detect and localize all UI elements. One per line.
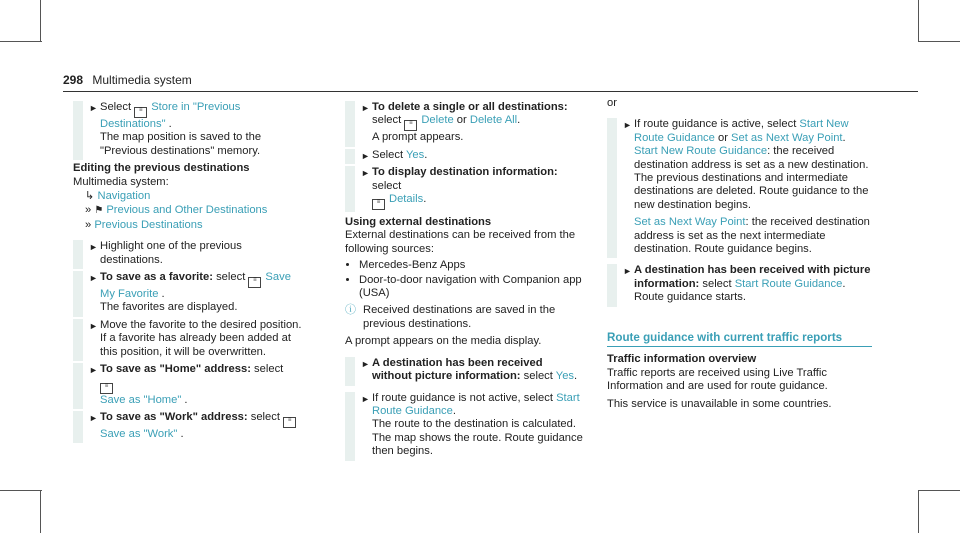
crop-mark (918, 0, 919, 42)
text: To save as "Home" address: (100, 363, 251, 376)
menu-link[interactable]: Save as "Home" (100, 393, 182, 406)
step-bar (345, 357, 355, 386)
source-list (345, 259, 585, 300)
step-arrow-icon: ► (89, 412, 98, 423)
text: Select (100, 101, 135, 113)
text: . (574, 370, 578, 383)
traffic-text: Traffic reports are received using Live Traffic Information and are used for route guidance. (607, 366, 828, 392)
menu-icon: ≡ (100, 383, 113, 394)
text: . (842, 277, 846, 290)
menu-link[interactable]: Delete All (469, 114, 518, 127)
text: select (250, 363, 284, 376)
menu-link[interactable]: Start New Route Guidance (634, 118, 849, 144)
menu-link[interactable]: Store in "Previous Destinations" (100, 101, 241, 130)
text: : the received destination address is set as a new destination. The previous destinations and intermediate destinations are deleted. Route guidance to the new destination begins. (634, 145, 869, 211)
step-bar (345, 149, 355, 164)
step-select-yes (345, 149, 585, 162)
service-text: This service is unavailable in some countries. (607, 398, 832, 411)
editing-system: Multimedia system: (73, 175, 169, 188)
text: . (452, 404, 456, 417)
step-text (634, 118, 872, 212)
step-bar (73, 101, 83, 160)
step-arrow-icon: ► (89, 242, 98, 253)
external-heading: Using external destinations (345, 216, 492, 229)
step-text (634, 216, 872, 256)
step-bar (73, 271, 83, 317)
step-arrow-icon: ► (623, 266, 632, 277)
step-move-favorite (73, 319, 303, 359)
text: A destination has been received without picture information: (372, 356, 543, 383)
step-text (372, 101, 585, 145)
step-bar (73, 240, 83, 269)
header-rule (63, 91, 918, 92)
section-title: Multimedia system (92, 73, 192, 87)
column-1 (73, 97, 303, 445)
menu-link[interactable]: Set as Next Way Point (731, 131, 843, 144)
step-text: Move the favorite to the desired position. If a favorite has already been added at this position, it will be overwritten. (100, 318, 302, 358)
text: . (165, 118, 172, 130)
list-item: • Mercedes-Benz Apps (359, 259, 585, 272)
menu-link[interactable]: Save My Favorite (100, 271, 291, 301)
menu-link[interactable]: Start New Route Guidance (634, 145, 768, 158)
editing-heading: Editing the previous destinations (73, 162, 250, 175)
text: select (699, 277, 735, 290)
step-start-route (345, 392, 585, 459)
nav-path-2 (73, 204, 303, 217)
crop-mark (918, 490, 919, 533)
text: select (520, 370, 556, 383)
nav-link-previous-destinations[interactable]: Previous Destinations (94, 218, 203, 231)
step-arrow-icon: ► (361, 103, 370, 113)
step-save-home (73, 363, 303, 407)
prompt-text: A prompt appears on the media display. (345, 335, 542, 348)
nav-link-previous-other[interactable]: Previous and Other Destinations (106, 204, 268, 217)
step-arrow-icon: ► (361, 393, 370, 404)
text: To delete a single or all destinations: (372, 101, 568, 113)
flag-icon: ⚑ (94, 205, 104, 217)
step-highlight (73, 240, 303, 267)
step-bar (607, 264, 617, 306)
step-arrow-icon: ► (89, 320, 98, 331)
crop-mark (0, 41, 42, 42)
text: If route guidance is active, select (634, 118, 800, 131)
menu-link[interactable]: Yes (555, 370, 575, 383)
text: : the received destination address is set as the next intermediate destination. Route guidance begins. (634, 216, 870, 256)
menu-link[interactable]: Start Route Guidance (734, 277, 843, 290)
text: select (212, 271, 249, 284)
text: . (517, 114, 521, 127)
menu-icon: ≡ (372, 199, 385, 210)
text: select (247, 410, 284, 423)
text: The route to the destination is calculated. The map shows the route. Route guidance then begins. (372, 418, 583, 458)
step-arrow-icon: ► (89, 365, 98, 376)
menu-icon: ≡ (134, 107, 147, 118)
step-arrow-icon: ► (89, 273, 98, 284)
page-header (63, 74, 192, 87)
step-store-previous (73, 101, 303, 158)
text: Select (372, 148, 406, 161)
nav-link-navigation[interactable]: Navigation (97, 190, 151, 203)
text: or (714, 131, 732, 144)
text: . (424, 148, 428, 161)
text: Route guidance starts. (634, 291, 746, 304)
list-item: • Door-to-door navigation with Companion app (USA) (359, 274, 585, 301)
text: or (453, 114, 470, 127)
step-bar (345, 101, 355, 147)
text: select (372, 114, 405, 127)
step-received-no-picture (345, 357, 585, 384)
step-text (100, 411, 303, 441)
step-arrow-icon: ► (361, 150, 370, 161)
step-arrow-icon: ► (623, 120, 632, 131)
crop-mark (918, 490, 960, 491)
text: select (372, 179, 402, 192)
step-arrow-icon: ► (89, 103, 98, 113)
crop-mark (918, 41, 960, 42)
menu-icon: ≡ (248, 277, 261, 288)
step-bar (73, 319, 83, 361)
text: . (177, 427, 184, 440)
text: To display destination information: (372, 166, 558, 179)
text: . (181, 393, 188, 406)
text: A prompt appears. (372, 131, 464, 144)
column-3 (607, 97, 872, 415)
step-text (100, 363, 303, 407)
step-bar (607, 118, 617, 258)
step-arrow-icon: ► (361, 168, 370, 179)
double-arrow-icon: » (85, 204, 92, 217)
step-text (100, 271, 303, 315)
step-bar (73, 363, 83, 409)
step-received-picture (607, 264, 872, 304)
double-arrow-icon: » (85, 218, 92, 231)
step-arrow-icon: ► (361, 358, 370, 369)
nav-path-1 (73, 190, 303, 203)
text: To save as "Work" address: (100, 410, 248, 423)
step-text (372, 392, 585, 459)
text: . (158, 288, 165, 301)
menu-link[interactable]: Delete (421, 114, 454, 127)
step-save-favorite (73, 271, 303, 315)
text: . (842, 131, 846, 144)
step-text (372, 357, 585, 384)
section-heading: Route guidance with current traffic reports (607, 331, 872, 347)
return-icon: ↳ (85, 190, 95, 203)
column-2 (345, 97, 585, 463)
text: The favorites are displayed. (100, 301, 238, 314)
external-text: External destinations can be received from the following sources: (345, 229, 576, 255)
step-text (372, 149, 585, 162)
step-text: Highlight one of the previous destinations. (100, 240, 242, 266)
text: If route guidance is not active, select (372, 391, 557, 404)
menu-link[interactable]: Set as Next Way Point (634, 216, 746, 229)
text: To save as a favorite: (100, 271, 213, 284)
menu-link[interactable]: Yes (406, 148, 425, 161)
step-text (372, 166, 585, 210)
step-text (100, 101, 303, 158)
menu-icon: ≡ (283, 417, 296, 428)
crop-mark (40, 0, 41, 42)
menu-link[interactable]: Details (389, 193, 424, 206)
menu-link[interactable]: Save as "Work" (100, 427, 178, 440)
or-text: or (607, 97, 617, 109)
traffic-heading: Traffic information overview (607, 353, 757, 366)
page-number: 298 (63, 73, 84, 87)
info-note (345, 304, 585, 331)
step-save-work (73, 411, 303, 441)
menu-link[interactable]: Start Route Guidance (372, 391, 580, 417)
step-details (345, 166, 585, 210)
step-bar (345, 392, 355, 461)
step-bar (73, 411, 83, 443)
menu-icon: ≡ (404, 120, 417, 131)
info-icon: ⓘ (345, 304, 356, 317)
step-text (634, 264, 872, 304)
nav-path-3 (73, 219, 303, 232)
text: The map position is saved to the "Previous destinations" memory. (100, 131, 262, 157)
step-bar (345, 166, 355, 212)
step-route-active (607, 118, 872, 256)
text: . (423, 193, 427, 206)
step-delete (345, 101, 585, 145)
text: A destination has been received with picture information: (634, 264, 871, 290)
crop-mark (40, 490, 41, 533)
text: Received destinations are saved in the previous destinations. (363, 304, 556, 330)
crop-mark (0, 490, 42, 491)
